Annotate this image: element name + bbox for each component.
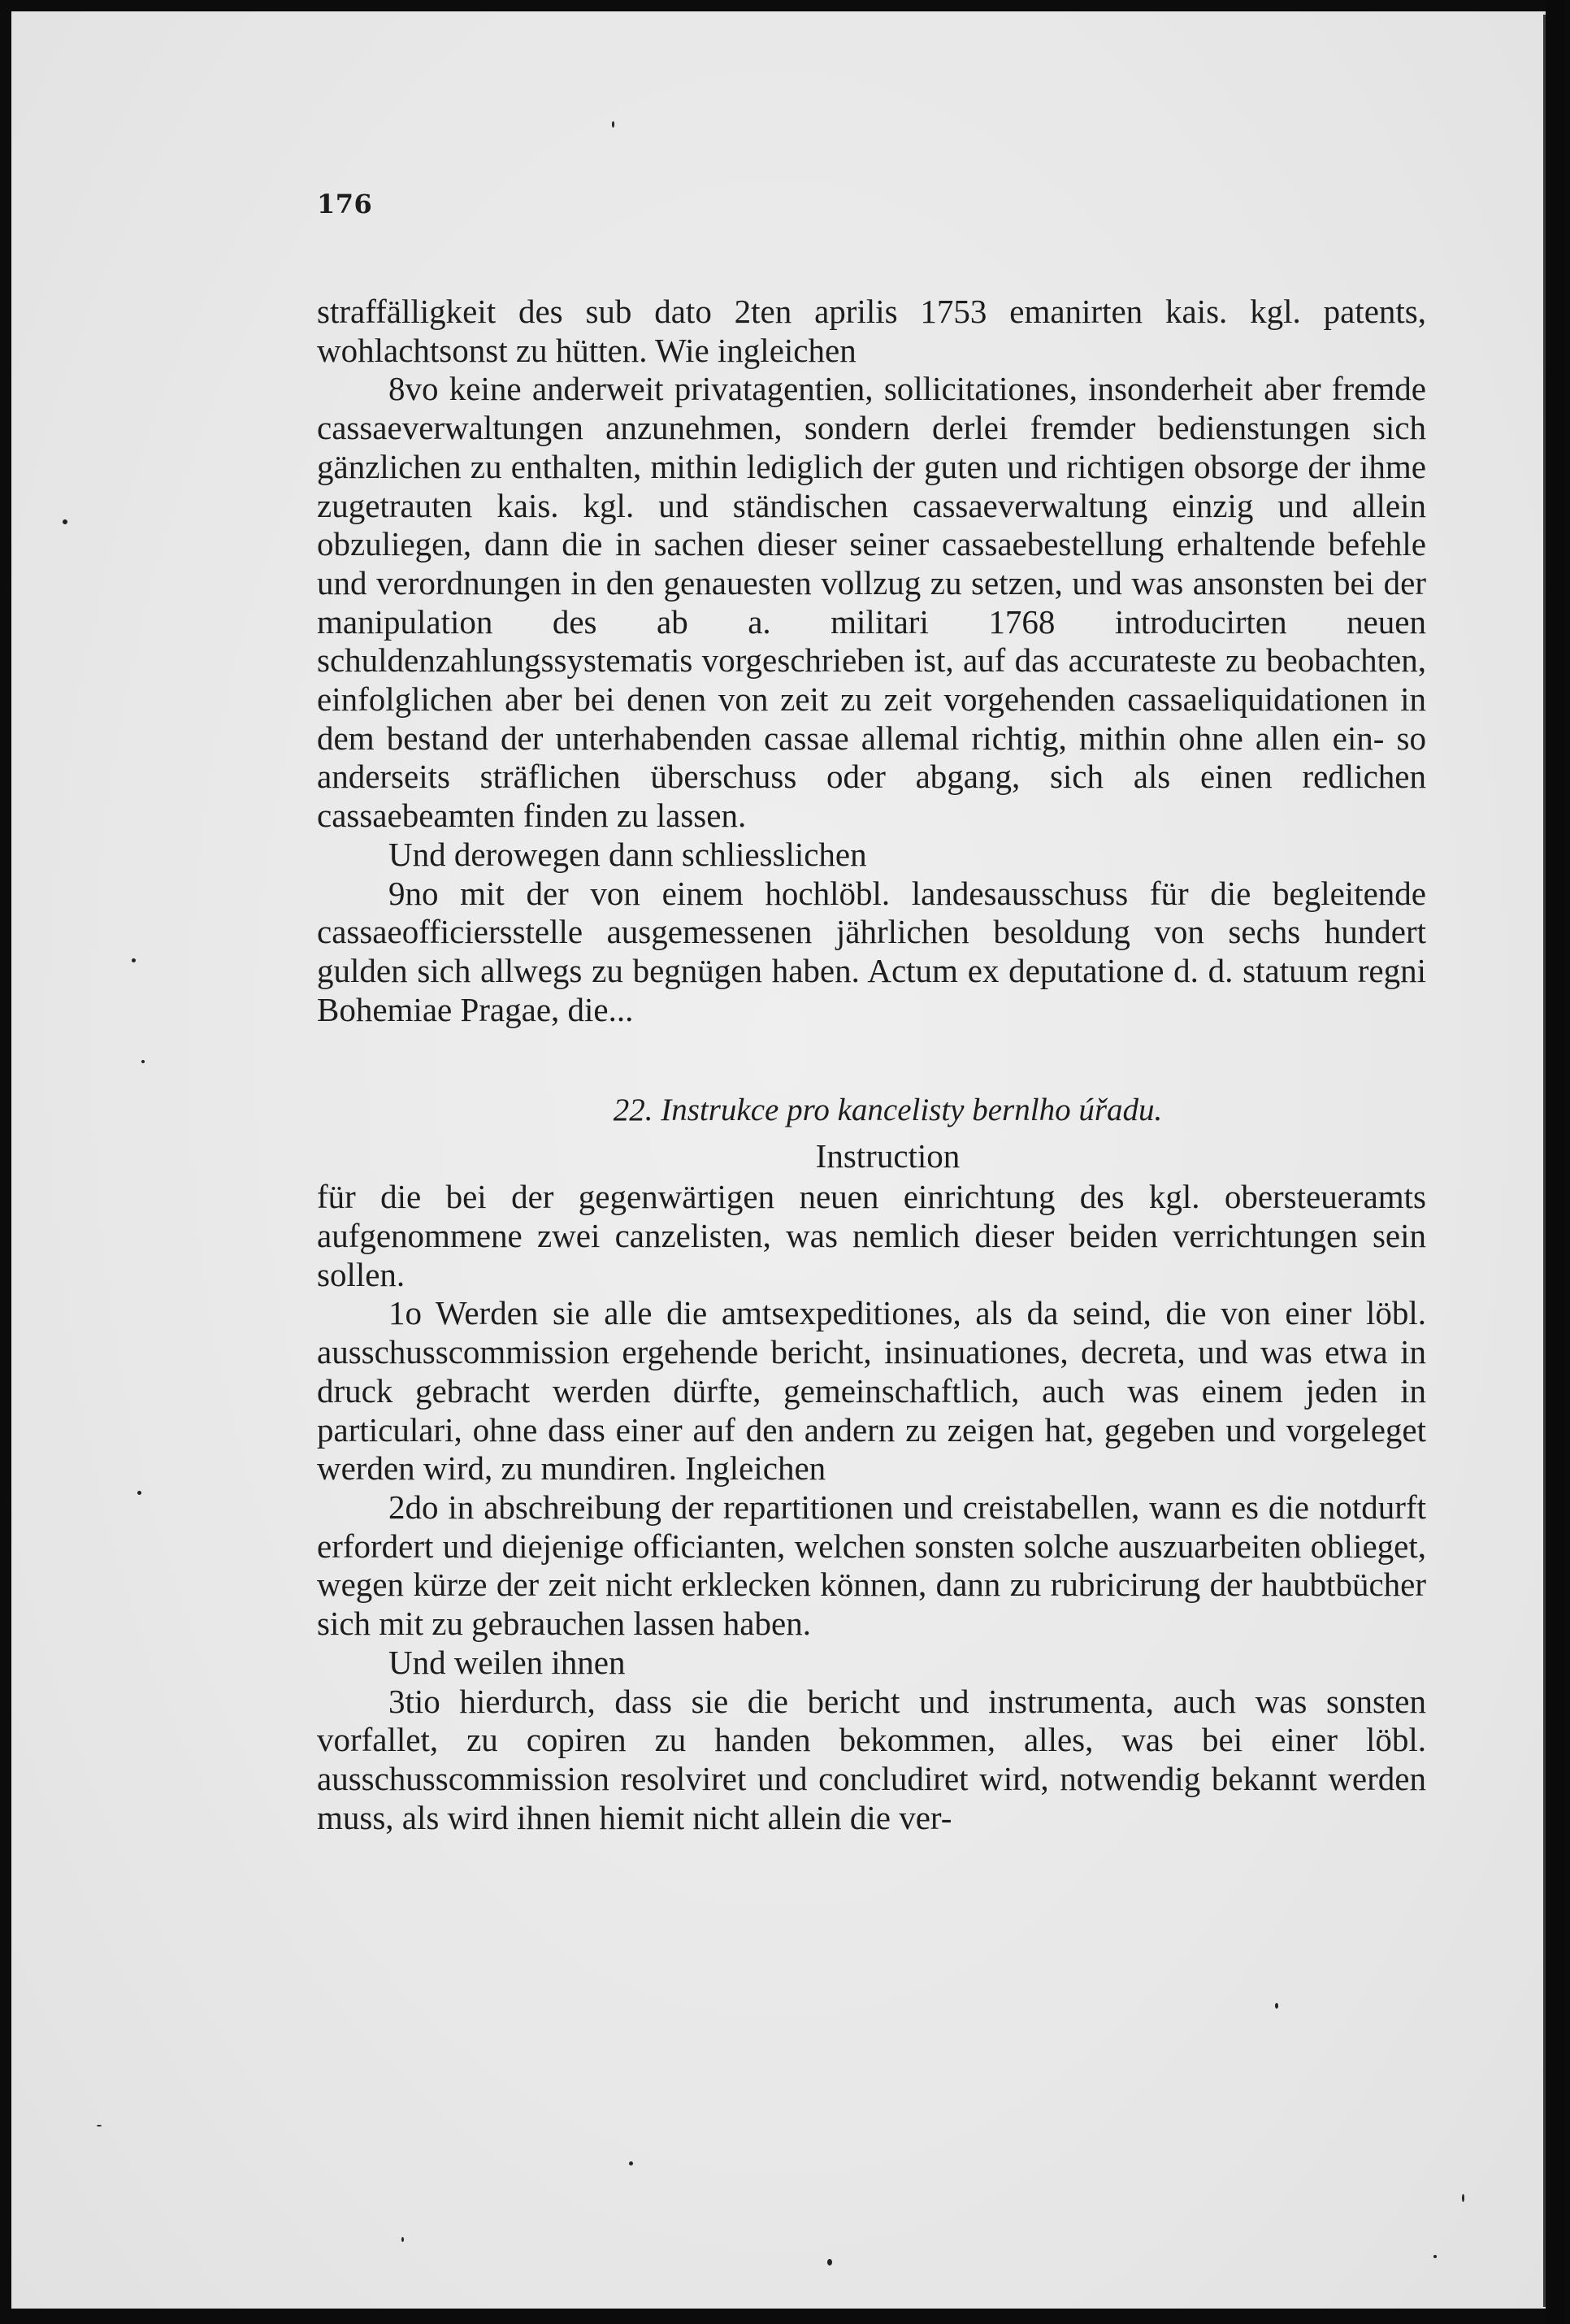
scan-speck <box>827 2259 832 2265</box>
scan-speck <box>1275 2003 1278 2009</box>
paragraph: 8vo keine anderweit privatagentien, sollicitationes, insonderheit aber fremde cassaeverwaltungen anzunehmen, sondern derlei fremder bedienstungen sich gänzlichen zu enthalten, mithin lediglich der guten und richtigen obsorge der ihme zugetrauten kais. kgl. und ständischen cassaeverwaltung einzig und allein obzuliegen, dann die in sachen dieser seiner cassaebestellung erhaltende befehle und verordnungen in den genauesten vollzug zu setzen, und was ansonsten bei der manipulation des ab a. militari 1768 introducirten neuen schuldenzahlungssystematis vorgeschrieben ist, auf das accurateste zu beobachten, einfolglichen aber bei denen von zeit zu zeit vorgehenden cassaeliquidationen in dem bestand der unterhabenden cassae allemal richtig, mithin ohne allen ein- so anderseits sträflichen überschuss oder abgang, sich als einen redlichen cassaebeamten finden zu lassen. <box>317 370 1426 835</box>
paragraph: 2do in abschreibung der repartitionen und creistabellen, wann es die notdurft erfordert und diejenige officianten, welchen sonsten solche auszuarbeiten oblieget, wegen kürze der zeit nicht erklecken können, dann zu rubricirung der haubtbücher sich mit zu gebrauchen lassen haben. <box>317 1488 1426 1643</box>
scan-speck <box>132 958 136 962</box>
scan-speck <box>1462 2194 1464 2202</box>
scan-speck <box>401 2237 404 2242</box>
paragraph: Und weilen ihnen <box>388 1643 626 1681</box>
section-heading-czech: 22. Instrukce pro kancelisty bernlho úřadu. <box>613 1092 1163 1128</box>
paragraph: Und derowegen dann schliesslichen <box>388 835 867 873</box>
scan-edge <box>1546 0 1565 2324</box>
paragraph: 9no mit der von einem hochlöbl. landesausschuss für die begleitende cassaeofficiersstelle ausgemessenen jährlichen besoldung von sechs hundert gulden sich allwegs zu begnügen haben. Actum ex deputatione d. d. statuum regni Bohemiae Pragae, die... <box>317 874 1426 1028</box>
scan-speck <box>63 519 67 524</box>
paragraph: für die bei der gegenwärtigen neuen einrichtung des kgl. obersteueramts aufgenommene zwei canzelisten, was nemlich dieser beiden verrichtungen sein sollen. <box>317 1178 1426 1293</box>
paragraph: 3tio hierdurch, dass sie die bericht und instrumenta, auch was sonsten vorfallet, zu copiren zu handen bekommen, alles, was bei einer löbl. ausschusscommission resolviret und concludiret wird, notwendig bekannt werden muss, als wird ihnen hiemit nicht allein die ver- <box>317 1682 1426 1836</box>
scan-speck <box>97 2125 102 2126</box>
page-number: 176 <box>317 189 373 219</box>
scan-speck <box>1433 2255 1437 2258</box>
scan-speck <box>141 1060 145 1063</box>
scan-speck <box>137 1491 141 1495</box>
paragraph: straffälligkeit des sub dato 2ten aprilis 1753 emanirten kais. kgl. patents, wohlachtsonst zu hütten. Wie ingleichen <box>317 293 1426 369</box>
section-heading-title: Instruction <box>815 1137 961 1175</box>
paragraph: 1o Werden sie alle die amtsexpeditiones, als da seind, die von einer löbl. ausschusscommission ergehende bericht, insinuationes, decreta, und was etwa in druck gebracht werden dürfte, gemeinschaftlich, auch was einem jeden in particulari, ohne dass einer auf den andern zu zeigen hat, gegeben und vorgeleget werden wird, zu mundiren. Ingleichen <box>317 1294 1426 1488</box>
page-content <box>317 189 1426 1837</box>
scan-speck <box>629 2161 633 2165</box>
scan-speck <box>612 121 614 128</box>
